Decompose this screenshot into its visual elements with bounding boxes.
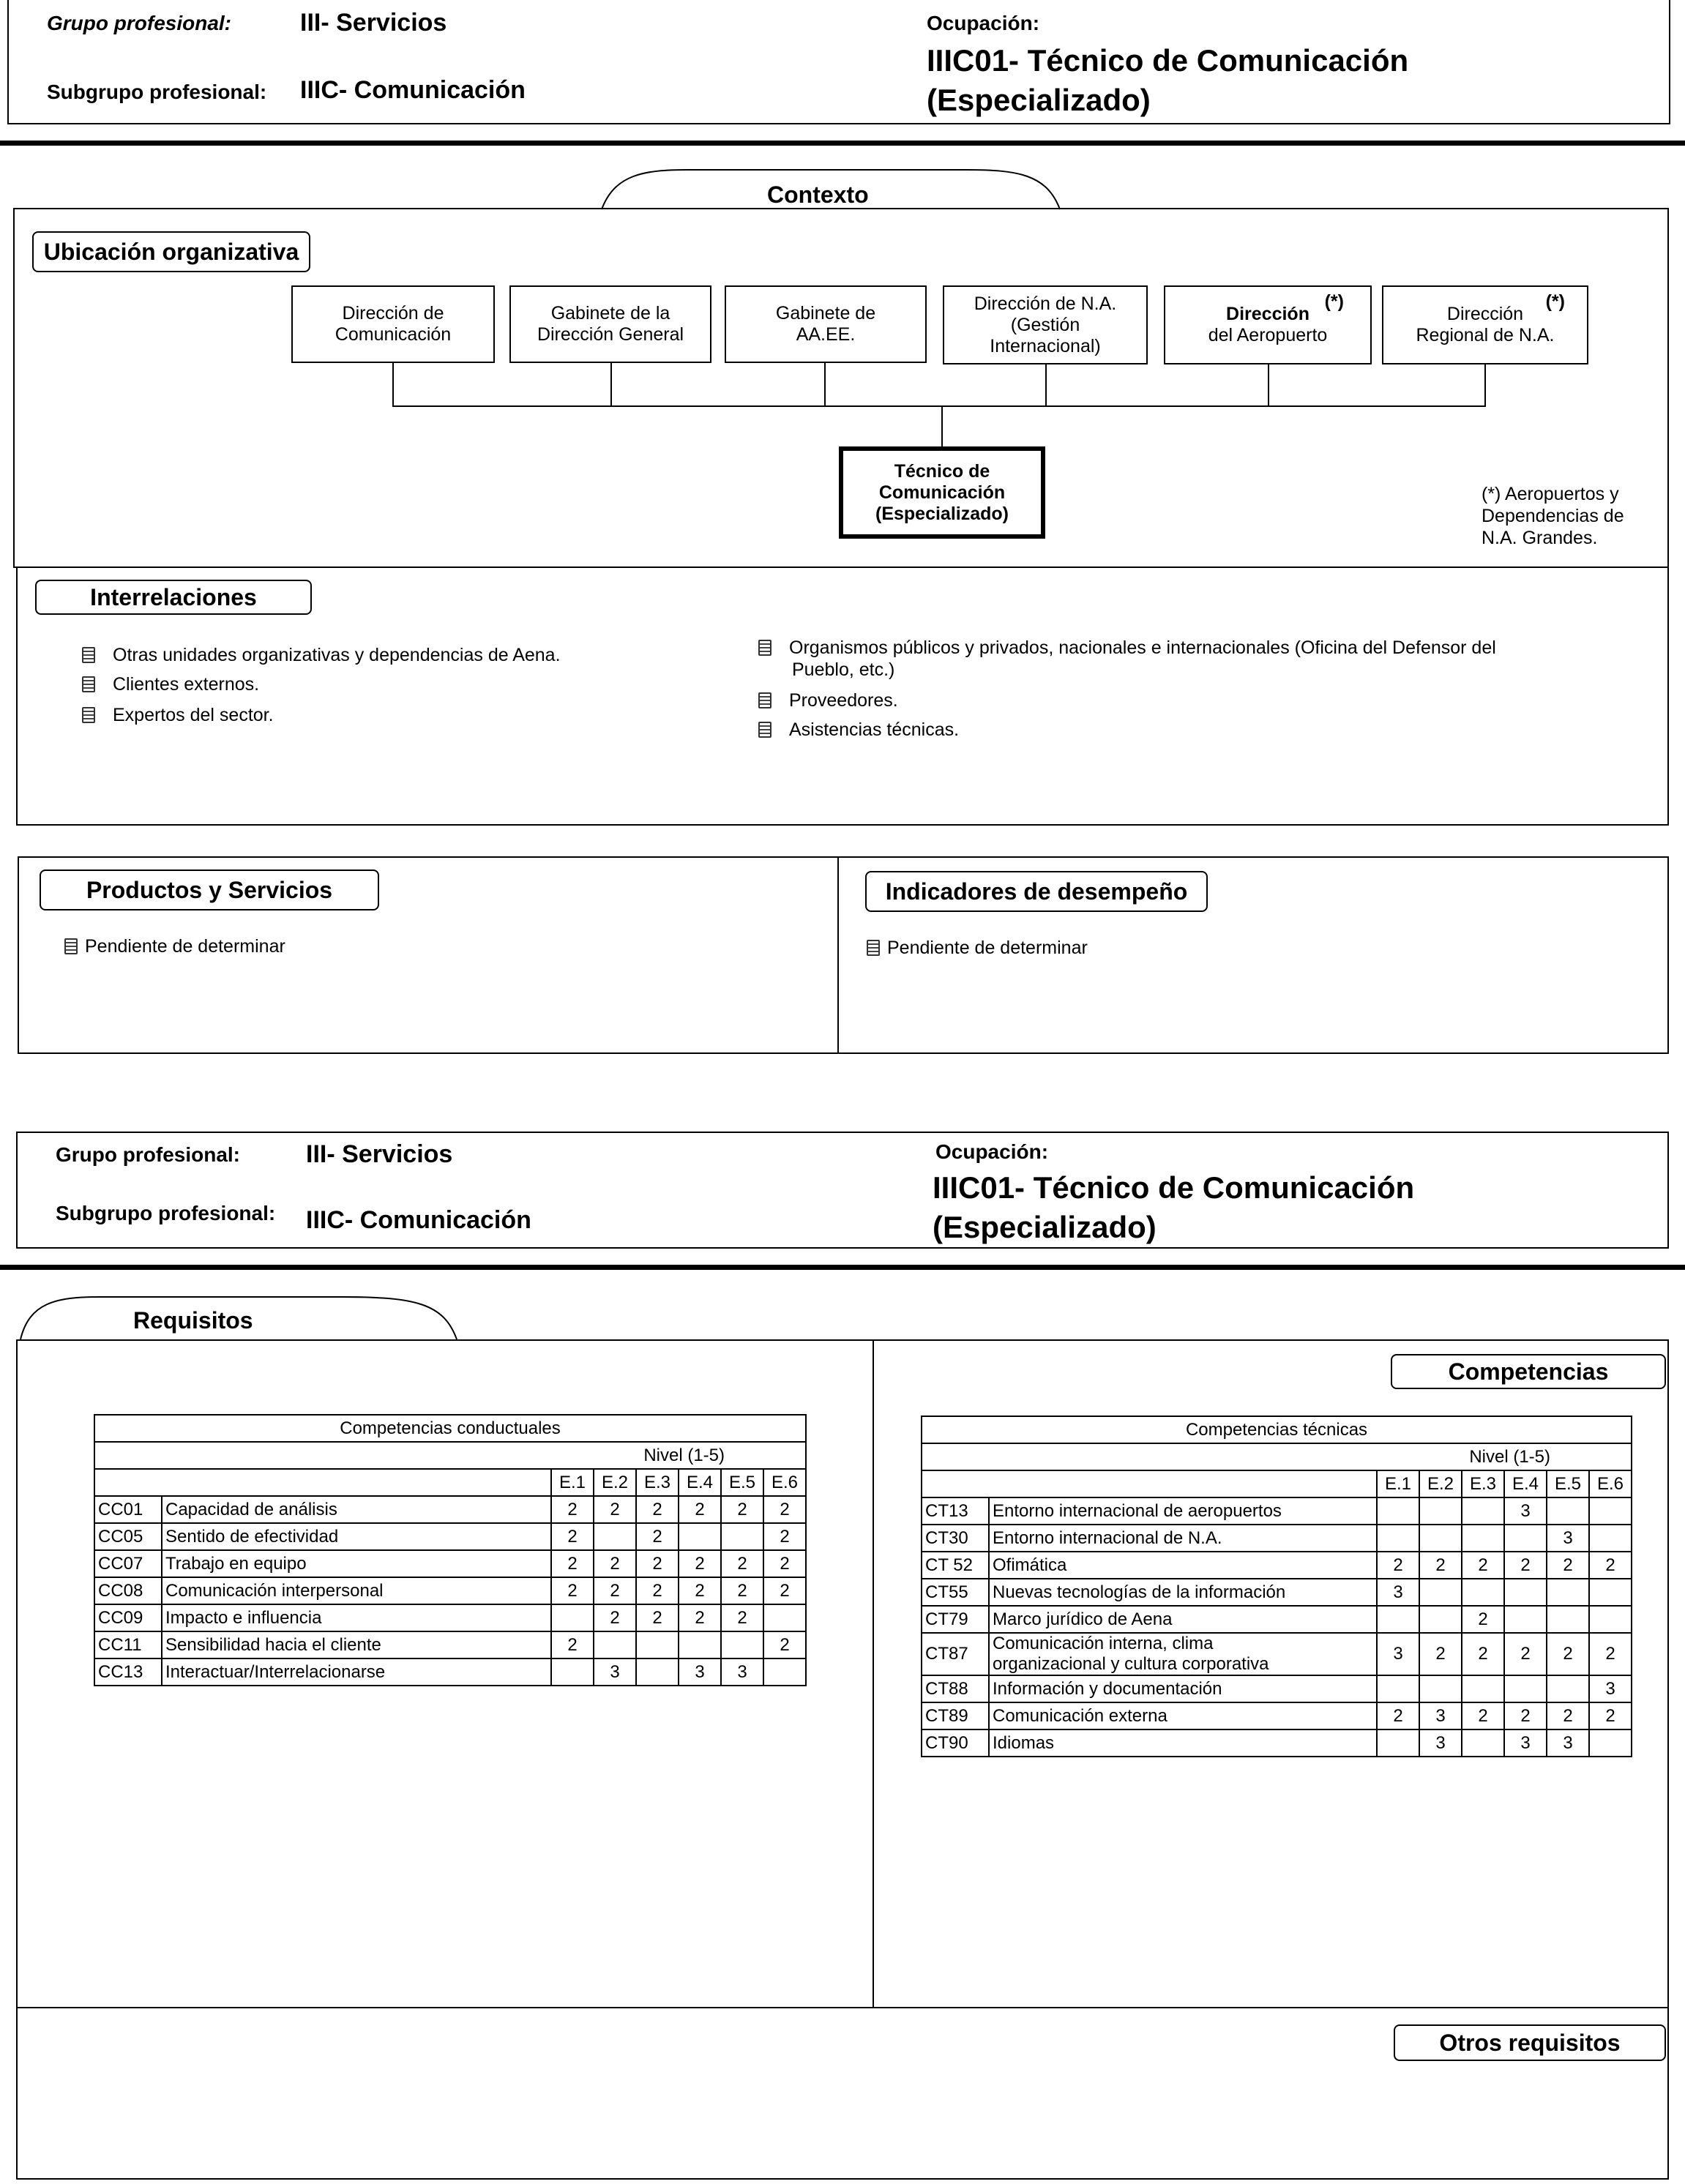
table-row bbox=[94, 1496, 806, 1523]
level-value: 2 bbox=[1377, 1702, 1419, 1729]
level-value: 2 bbox=[594, 1550, 636, 1577]
org-box-star: (*) bbox=[1324, 291, 1344, 312]
org-box-direccion-aeropuerto: Dirección del Aeropuerto (*) bbox=[1164, 285, 1372, 364]
org-box-gabinete-aaee: Gabinete de AA.EE. bbox=[725, 285, 927, 363]
org-conn-3 bbox=[824, 363, 826, 407]
competency-name: Nuevas tecnologías de la información bbox=[989, 1579, 1377, 1606]
inter-right-item: Organismos públicos y privados, nacionales e internacionales (Oficina del Defensor del Pueblo, etc.) bbox=[758, 637, 1496, 681]
competency-code: CT89 bbox=[922, 1702, 989, 1729]
level-value: 2 bbox=[763, 1631, 806, 1658]
level-value: 3 bbox=[721, 1658, 763, 1686]
level-value: 2 bbox=[1589, 1552, 1632, 1579]
level-value bbox=[1589, 1729, 1632, 1757]
ubicacion-label: Ubicación organizativa bbox=[32, 231, 310, 272]
level-value: 2 bbox=[1547, 1552, 1589, 1579]
level-value bbox=[1377, 1675, 1419, 1702]
table-row bbox=[922, 1497, 1632, 1525]
level-value: 2 bbox=[551, 1496, 594, 1523]
level-value: 2 bbox=[721, 1496, 763, 1523]
level-value bbox=[1589, 1606, 1632, 1633]
level-value: 2 bbox=[636, 1604, 679, 1631]
org-box-direccion-regional-na: Dirección Regional de N.A. (*) bbox=[1382, 285, 1588, 364]
level-value bbox=[1462, 1497, 1504, 1525]
level-value bbox=[1547, 1606, 1589, 1633]
level-value: 2 bbox=[1589, 1702, 1632, 1729]
table-row bbox=[922, 1729, 1632, 1757]
productos-item: Pendiente de determinar bbox=[64, 935, 285, 957]
level-value bbox=[763, 1604, 806, 1631]
nivel-header: Nivel (1-5) bbox=[94, 1442, 806, 1469]
level-value: 3 bbox=[1504, 1497, 1547, 1525]
otros-requisitos-label: Otros requisitos bbox=[1394, 2024, 1666, 2061]
level-value bbox=[1419, 1675, 1462, 1702]
org-box-star: (*) bbox=[1545, 291, 1565, 312]
competency-name: Comunicación externa bbox=[989, 1702, 1377, 1729]
table-title: Competencias conductuales bbox=[94, 1415, 806, 1442]
table-row bbox=[922, 1633, 1632, 1675]
competency-code: CT 52 bbox=[922, 1552, 989, 1579]
levels-row: E.1 E.2 E.3 E.4 E.5 E.6 bbox=[922, 1470, 1632, 1497]
level-value bbox=[763, 1658, 806, 1686]
competency-code: CC01 bbox=[94, 1496, 162, 1523]
table-row bbox=[922, 1552, 1632, 1579]
table-row bbox=[922, 1702, 1632, 1729]
inter-left-item: Clientes externos. bbox=[82, 673, 259, 695]
level-value bbox=[636, 1631, 679, 1658]
level-value: 3 bbox=[1377, 1579, 1419, 1606]
productos-label: Productos y Servicios bbox=[40, 870, 379, 910]
level-value: 2 bbox=[1462, 1552, 1504, 1579]
subgrupo-label: Subgrupo profesional: bbox=[47, 81, 267, 103]
level-value: 2 bbox=[636, 1577, 679, 1604]
level-value: 2 bbox=[679, 1577, 721, 1604]
level-value: 2 bbox=[763, 1577, 806, 1604]
competency-code: CT90 bbox=[922, 1729, 989, 1757]
level-value bbox=[1547, 1675, 1589, 1702]
competency-name: Sensibilidad hacia el cliente bbox=[162, 1631, 551, 1658]
table-row bbox=[94, 1604, 806, 1631]
level-value bbox=[1377, 1497, 1419, 1525]
level-value: 2 bbox=[679, 1496, 721, 1523]
org-bus-line bbox=[392, 405, 1486, 407]
org-box-gabinete-direccion-general: Gabinete de la Dirección General bbox=[509, 285, 711, 363]
level-value bbox=[721, 1631, 763, 1658]
competency-code: CC07 bbox=[94, 1550, 162, 1577]
ocupacion-label: Ocupación: bbox=[927, 12, 1040, 34]
competency-code: CT13 bbox=[922, 1497, 989, 1525]
table-row bbox=[922, 1675, 1632, 1702]
competency-code: CT55 bbox=[922, 1579, 989, 1606]
competency-code: CT87 bbox=[922, 1633, 989, 1675]
org-box-tecnico-comunicacion: Técnico de Comunicación (Especializado) bbox=[839, 446, 1045, 539]
level-value: 3 bbox=[594, 1658, 636, 1686]
level-value bbox=[594, 1523, 636, 1550]
level-value bbox=[1504, 1579, 1547, 1606]
level-value: 2 bbox=[636, 1550, 679, 1577]
level-value bbox=[1462, 1675, 1504, 1702]
header-box-1 bbox=[7, 0, 1670, 124]
level-value: 2 bbox=[1419, 1633, 1462, 1675]
nivel-header: Nivel (1-5) bbox=[922, 1443, 1632, 1470]
document-icon bbox=[867, 940, 880, 956]
level-value bbox=[1504, 1675, 1547, 1702]
level-value bbox=[1589, 1579, 1632, 1606]
competency-code: CT88 bbox=[922, 1675, 989, 1702]
competency-name: Trabajo en equipo bbox=[162, 1550, 551, 1577]
interrelaciones-label: Interrelaciones bbox=[35, 580, 312, 615]
level-value: 2 bbox=[551, 1523, 594, 1550]
org-conn-central bbox=[941, 405, 943, 446]
competency-name: Entorno internacional de aeropuertos bbox=[989, 1497, 1377, 1525]
competency-name: Capacidad de análisis bbox=[162, 1496, 551, 1523]
level-value: 2 bbox=[551, 1631, 594, 1658]
header-rule-2 bbox=[0, 1265, 1685, 1270]
level-value: 2 bbox=[721, 1604, 763, 1631]
level-value bbox=[679, 1523, 721, 1550]
document-icon bbox=[82, 707, 95, 723]
competencias-label: Competencias bbox=[1391, 1354, 1666, 1389]
org-footnote: (*) Aeropuertos y Dependencias de N.A. Grandes. bbox=[1482, 484, 1624, 548]
competency-name: Interactuar/Interrelacionarse bbox=[162, 1658, 551, 1686]
org-conn-2 bbox=[610, 363, 612, 407]
competency-name: Idiomas bbox=[989, 1729, 1377, 1757]
level-value: 2 bbox=[1462, 1633, 1504, 1675]
competency-code: CC13 bbox=[94, 1658, 162, 1686]
level-value: 3 bbox=[679, 1658, 721, 1686]
level-value: 3 bbox=[1377, 1633, 1419, 1675]
level-value: 3 bbox=[1504, 1729, 1547, 1757]
table-row bbox=[94, 1550, 806, 1577]
level-value: 3 bbox=[1547, 1525, 1589, 1552]
competency-code: CC09 bbox=[94, 1604, 162, 1631]
level-value bbox=[1419, 1525, 1462, 1552]
competency-name: Comunicación interna, clima organizacional y cultura corporativa bbox=[989, 1633, 1377, 1675]
org-conn-1 bbox=[392, 363, 394, 407]
level-value: 2 bbox=[1504, 1552, 1547, 1579]
level-value bbox=[1377, 1525, 1419, 1552]
level-value: 3 bbox=[1547, 1729, 1589, 1757]
competency-name: Información y documentación bbox=[989, 1675, 1377, 1702]
level-value: 2 bbox=[679, 1550, 721, 1577]
level-value bbox=[1377, 1606, 1419, 1633]
competency-name: Comunicación interpersonal bbox=[162, 1577, 551, 1604]
table-row bbox=[94, 1658, 806, 1686]
org-box-direccion-na-gestion-internacional: Dirección de N.A. (Gestión Internacional) bbox=[943, 285, 1148, 364]
org-conn-6 bbox=[1484, 364, 1486, 407]
level-value: 2 bbox=[1547, 1633, 1589, 1675]
table-row bbox=[94, 1523, 806, 1550]
level-value: 2 bbox=[1504, 1633, 1547, 1675]
level-value: 2 bbox=[1419, 1552, 1462, 1579]
org-conn-4 bbox=[1045, 364, 1047, 407]
level-value: 2 bbox=[721, 1577, 763, 1604]
level-value: 2 bbox=[594, 1604, 636, 1631]
level-value bbox=[551, 1604, 594, 1631]
header-rule-1 bbox=[0, 141, 1685, 146]
level-value bbox=[1462, 1729, 1504, 1757]
level-value: 2 bbox=[636, 1496, 679, 1523]
level-value: 2 bbox=[1462, 1702, 1504, 1729]
level-value bbox=[594, 1631, 636, 1658]
org-conn-5 bbox=[1268, 364, 1269, 407]
otros-divider bbox=[16, 2007, 1669, 2008]
level-value bbox=[1547, 1497, 1589, 1525]
level-value: 2 bbox=[1462, 1606, 1504, 1633]
org-box-direccion-comunicacion: Dirección de Comunicación bbox=[291, 285, 495, 363]
inter-right-item: Asistencias técnicas. bbox=[758, 719, 959, 741]
competency-code: CT79 bbox=[922, 1606, 989, 1633]
level-value: 3 bbox=[1589, 1675, 1632, 1702]
ocupacion-line2: (Especializado) bbox=[927, 83, 1151, 117]
inter-left-item: Otras unidades organizativas y dependencias de Aena. bbox=[82, 644, 561, 666]
inter-left-item: Expertos del sector. bbox=[82, 704, 274, 726]
competency-name: Impacto e influencia bbox=[162, 1604, 551, 1631]
level-value: 2 bbox=[594, 1496, 636, 1523]
document-icon bbox=[64, 938, 78, 954]
grupo-value: III- Servicios bbox=[306, 1140, 453, 1168]
level-value bbox=[1419, 1497, 1462, 1525]
level-value bbox=[1462, 1525, 1504, 1552]
table-row bbox=[94, 1631, 806, 1658]
grupo-label: Grupo profesional: bbox=[47, 12, 231, 34]
level-value: 2 bbox=[1504, 1702, 1547, 1729]
subgrupo-label: Subgrupo profesional: bbox=[56, 1202, 276, 1224]
level-value bbox=[679, 1631, 721, 1658]
competency-name: Entorno internacional de N.A. bbox=[989, 1525, 1377, 1552]
table-row bbox=[922, 1525, 1632, 1552]
level-value: 3 bbox=[1419, 1702, 1462, 1729]
level-value: 2 bbox=[1547, 1702, 1589, 1729]
competency-code: CT30 bbox=[922, 1525, 989, 1552]
level-value bbox=[1589, 1497, 1632, 1525]
level-value bbox=[1504, 1606, 1547, 1633]
level-value: 2 bbox=[551, 1577, 594, 1604]
grupo-label: Grupo profesional: bbox=[56, 1143, 240, 1166]
requisitos-divider bbox=[873, 1339, 874, 2008]
subgrupo-value: IIIC- Comunicación bbox=[306, 1206, 531, 1234]
levels-row: E.1 E.2 E.3 E.4 E.5 E.6 bbox=[94, 1469, 806, 1496]
level-value: 2 bbox=[763, 1523, 806, 1550]
document-icon bbox=[758, 692, 771, 708]
ocupacion-line1: IIIC01- Técnico de Comunicación bbox=[927, 43, 1409, 78]
level-value bbox=[551, 1658, 594, 1686]
level-value bbox=[1504, 1525, 1547, 1552]
indicadores-item: Pendiente de determinar bbox=[867, 937, 1088, 959]
table-row bbox=[922, 1606, 1632, 1633]
level-value: 2 bbox=[1589, 1633, 1632, 1675]
competencias-tecnicas-table bbox=[921, 1416, 1632, 1757]
competency-name: Ofimática bbox=[989, 1552, 1377, 1579]
level-value: 2 bbox=[679, 1604, 721, 1631]
table-row bbox=[94, 1577, 806, 1604]
inter-right-item: Proveedores. bbox=[758, 689, 898, 711]
level-value: 2 bbox=[721, 1550, 763, 1577]
ocupacion-line2: (Especializado) bbox=[933, 1210, 1157, 1244]
level-value bbox=[636, 1658, 679, 1686]
grupo-value: III- Servicios bbox=[300, 9, 447, 37]
level-value bbox=[1547, 1579, 1589, 1606]
ocupacion-label: Ocupación: bbox=[935, 1140, 1049, 1163]
level-value bbox=[1419, 1579, 1462, 1606]
competency-code: CC08 bbox=[94, 1577, 162, 1604]
level-value: 2 bbox=[763, 1550, 806, 1577]
requisitos-title: Requisitos bbox=[133, 1307, 253, 1334]
table-title: Competencias técnicas bbox=[922, 1416, 1632, 1443]
level-value bbox=[721, 1523, 763, 1550]
level-value: 2 bbox=[636, 1523, 679, 1550]
contexto-title: Contexto bbox=[767, 182, 869, 208]
competency-name: Sentido de efectividad bbox=[162, 1523, 551, 1550]
table-row bbox=[922, 1579, 1632, 1606]
document-icon bbox=[758, 722, 771, 738]
competency-code: CC05 bbox=[94, 1523, 162, 1550]
level-value: 2 bbox=[594, 1577, 636, 1604]
header-box-2 bbox=[16, 1132, 1669, 1249]
competency-name: Marco jurídico de Aena bbox=[989, 1606, 1377, 1633]
competencias-conductuales-table bbox=[94, 1414, 807, 1686]
competency-code: CC11 bbox=[94, 1631, 162, 1658]
level-value: 2 bbox=[1377, 1552, 1419, 1579]
subgrupo-value: IIIC- Comunicación bbox=[300, 76, 526, 104]
document-icon bbox=[82, 676, 95, 692]
level-value: 3 bbox=[1419, 1729, 1462, 1757]
level-value bbox=[1462, 1579, 1504, 1606]
document-icon bbox=[82, 647, 95, 663]
indicadores-label: Indicadores de desempeño bbox=[865, 871, 1208, 912]
level-value: 2 bbox=[551, 1550, 594, 1577]
level-value bbox=[1377, 1729, 1419, 1757]
level-value bbox=[1419, 1606, 1462, 1633]
level-value: 2 bbox=[763, 1496, 806, 1523]
document-icon bbox=[758, 640, 771, 656]
ocupacion-line1: IIIC01- Técnico de Comunicación bbox=[933, 1170, 1415, 1205]
level-value bbox=[1589, 1525, 1632, 1552]
